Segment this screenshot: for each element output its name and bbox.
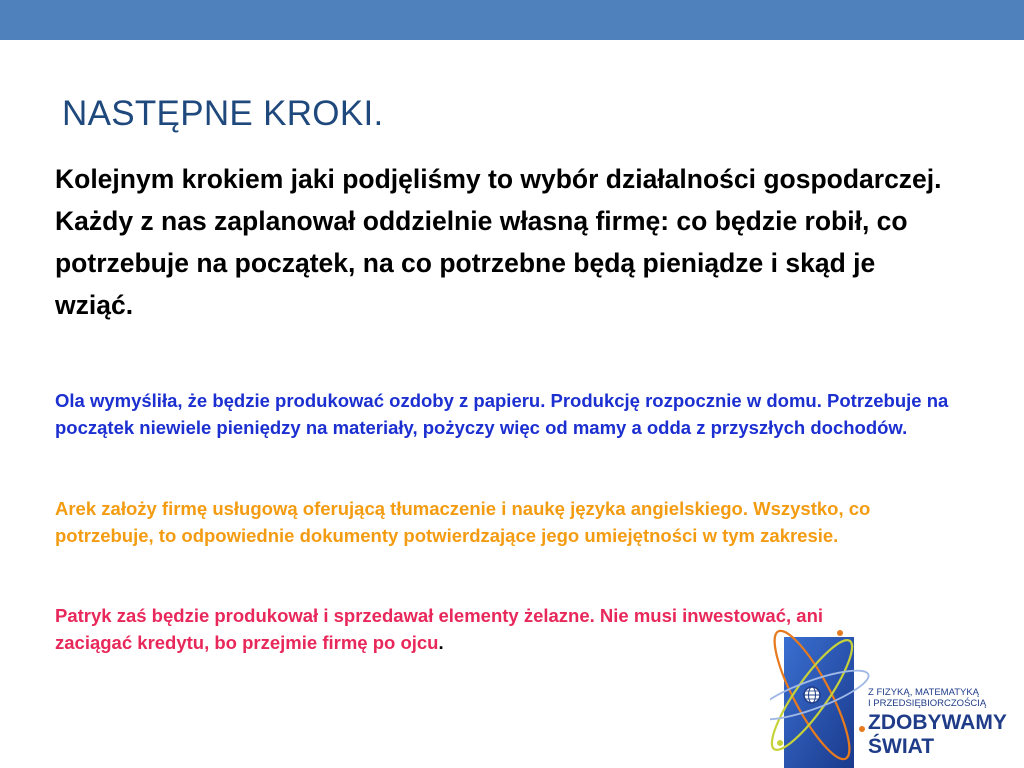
logo-line-4: ŚWIAT xyxy=(868,735,935,758)
paragraph-arek: Arek założy firmę usługową oferującą tłumaczenie i naukę języka angielskiego. Wszystko, co potrzebuje, to odpowiednie dokumenty potwierdzające jego umiejętności w tym zakresie. xyxy=(55,498,871,546)
paragraph-ola: Ola wymyśliła, że będzie produkować ozdoby z papieru. Produkcję rozpocznie w domu. Potrzebuje na początek niewiele pieniędzy na materiały, pożyczy więc od mamy a odda z przyszłych dochodów. xyxy=(55,390,949,438)
logo-line-1: Z FIZYKĄ, MATEMATYKĄ xyxy=(868,687,980,698)
paragraph-patryk-text: Patryk zaś będzie produkował i sprzedawał elementy żelazne. Nie musi inwestować, ani zaciągać kredytu, bo przejmie firmę po ojcu xyxy=(55,605,824,653)
logo-tagline xyxy=(868,687,986,709)
logo-title xyxy=(868,711,1007,759)
main-text: Kolejnym krokiem jaki podjęliśmy to wybór działalności gospodarczej. Każdy z nas zaplanował oddzielnie własną firmę: co będzie robił, co potrzebuje na początek, na co potrzebne będą pieniądze i skąd je wziąć. xyxy=(55,164,942,320)
atom-globe-icon xyxy=(770,625,880,768)
logo-line-3: ZDOBYWAMY xyxy=(868,711,1007,734)
slide-title: NASTĘPNE KROKI. xyxy=(62,94,384,133)
logo-line-2: I PRZEDSIĘBIORCZOŚCIĄ xyxy=(868,698,987,709)
top-bar xyxy=(0,0,1024,40)
project-logo xyxy=(770,625,1024,768)
paragraph-patryk-period: . xyxy=(438,632,444,653)
paragraph-patryk xyxy=(55,602,855,656)
